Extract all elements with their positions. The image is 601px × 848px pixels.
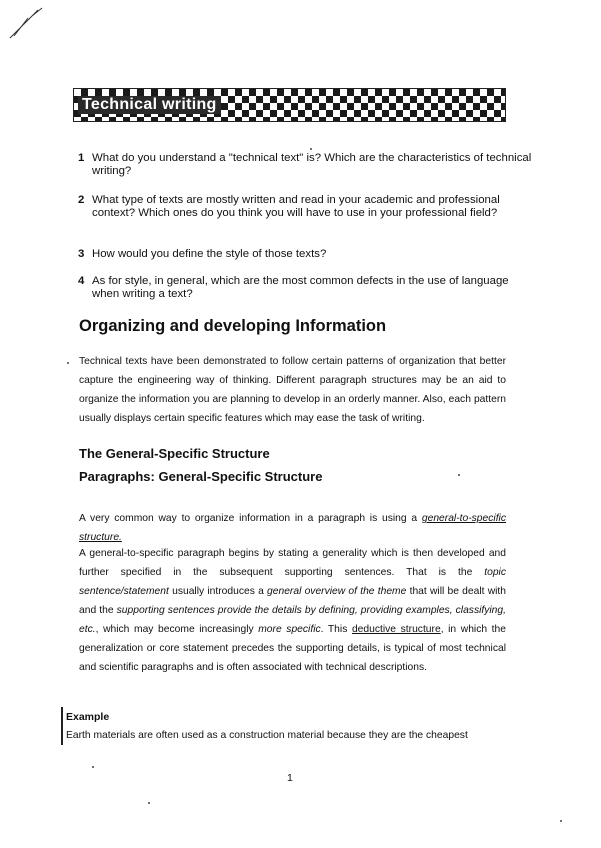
paragraphs-heading: Paragraphs: General-Specific Structure xyxy=(79,469,323,484)
structure-paragraph-2 xyxy=(79,544,506,677)
question-number: 1 xyxy=(78,152,85,164)
scan-speck xyxy=(458,474,460,476)
deductive-structure-term: deductive structure xyxy=(351,624,441,635)
section-heading: Organizing and developing Information xyxy=(79,317,387,335)
example-margin-bar xyxy=(61,707,63,745)
p2-text: , which may become increasingly xyxy=(95,624,259,635)
supporting-sentences-term: supporting sentences provide the details by defining, providing examples, classifying, etc. xyxy=(79,605,506,635)
example-label: Example xyxy=(66,711,110,723)
scan-speck xyxy=(92,766,94,768)
header-banner xyxy=(73,88,506,122)
structure-heading: The General-Specific Structure xyxy=(79,446,270,461)
question-number: 4 xyxy=(78,275,85,287)
question-item xyxy=(78,194,510,220)
p2-text: . This xyxy=(320,624,352,635)
question-number: 3 xyxy=(78,248,85,260)
p2-text: usually introduces a xyxy=(168,586,268,597)
question-item xyxy=(78,275,510,301)
p2-text: that will be dealt with and the xyxy=(79,586,507,616)
topic-sentence-term: topic sentence/statement xyxy=(79,567,506,597)
question-text: What type of texts are mostly written and read in your academic and professional context? Which ones do you think you will have to use in your professional field? xyxy=(92,194,500,219)
intro-paragraph: Technical texts have been demonstrated to follow certain patterns of organization that better capture the engineering way of thinking. Different paragraph structures may be an aid to organize the information you are planning to develop in an orderly manner. Also, each pattern usually displays certain specific features which may ease the task of writing. xyxy=(79,356,506,424)
banner-title: Technical writing xyxy=(78,96,221,114)
scan-speck xyxy=(310,148,312,150)
corner-pen-mark xyxy=(8,6,44,40)
question-text: As for style, in general, which are the most common defects in the use of language when writing a text? xyxy=(92,275,509,300)
p2-text: A general-to-specific paragraph begins by stating a generality which is then developed and further specified in the subsequent supporting sentences. That is the xyxy=(79,548,506,578)
more-specific-term: more specific xyxy=(258,624,321,635)
p1-text: A very common way to organize information in a paragraph is using a xyxy=(79,513,422,524)
general-overview-term: general overview of the theme xyxy=(267,586,407,597)
question-item xyxy=(78,248,533,261)
example-text: Earth materials are often used as a construction material because they are the cheapest xyxy=(66,730,468,741)
scan-speck xyxy=(148,802,150,804)
structure-paragraph-1 xyxy=(79,509,506,547)
scan-speck xyxy=(560,820,562,822)
scan-speck xyxy=(67,362,69,364)
page-number: 1 xyxy=(287,772,293,784)
question-number: 2 xyxy=(78,194,85,206)
p2-text: , in which the generalization or core statement precedes the supporting details, is typical of most technical and scientific paragraphs and is often associated with technical descriptions. xyxy=(79,624,506,673)
question-item xyxy=(78,152,533,178)
question-text: How would you define the style of those texts? xyxy=(92,248,327,260)
question-text: What do you understand a "technical text" is? Which are the characteristics of technical writing? xyxy=(92,152,532,177)
general-to-specific-term: general-to-specific structure. xyxy=(79,513,506,543)
